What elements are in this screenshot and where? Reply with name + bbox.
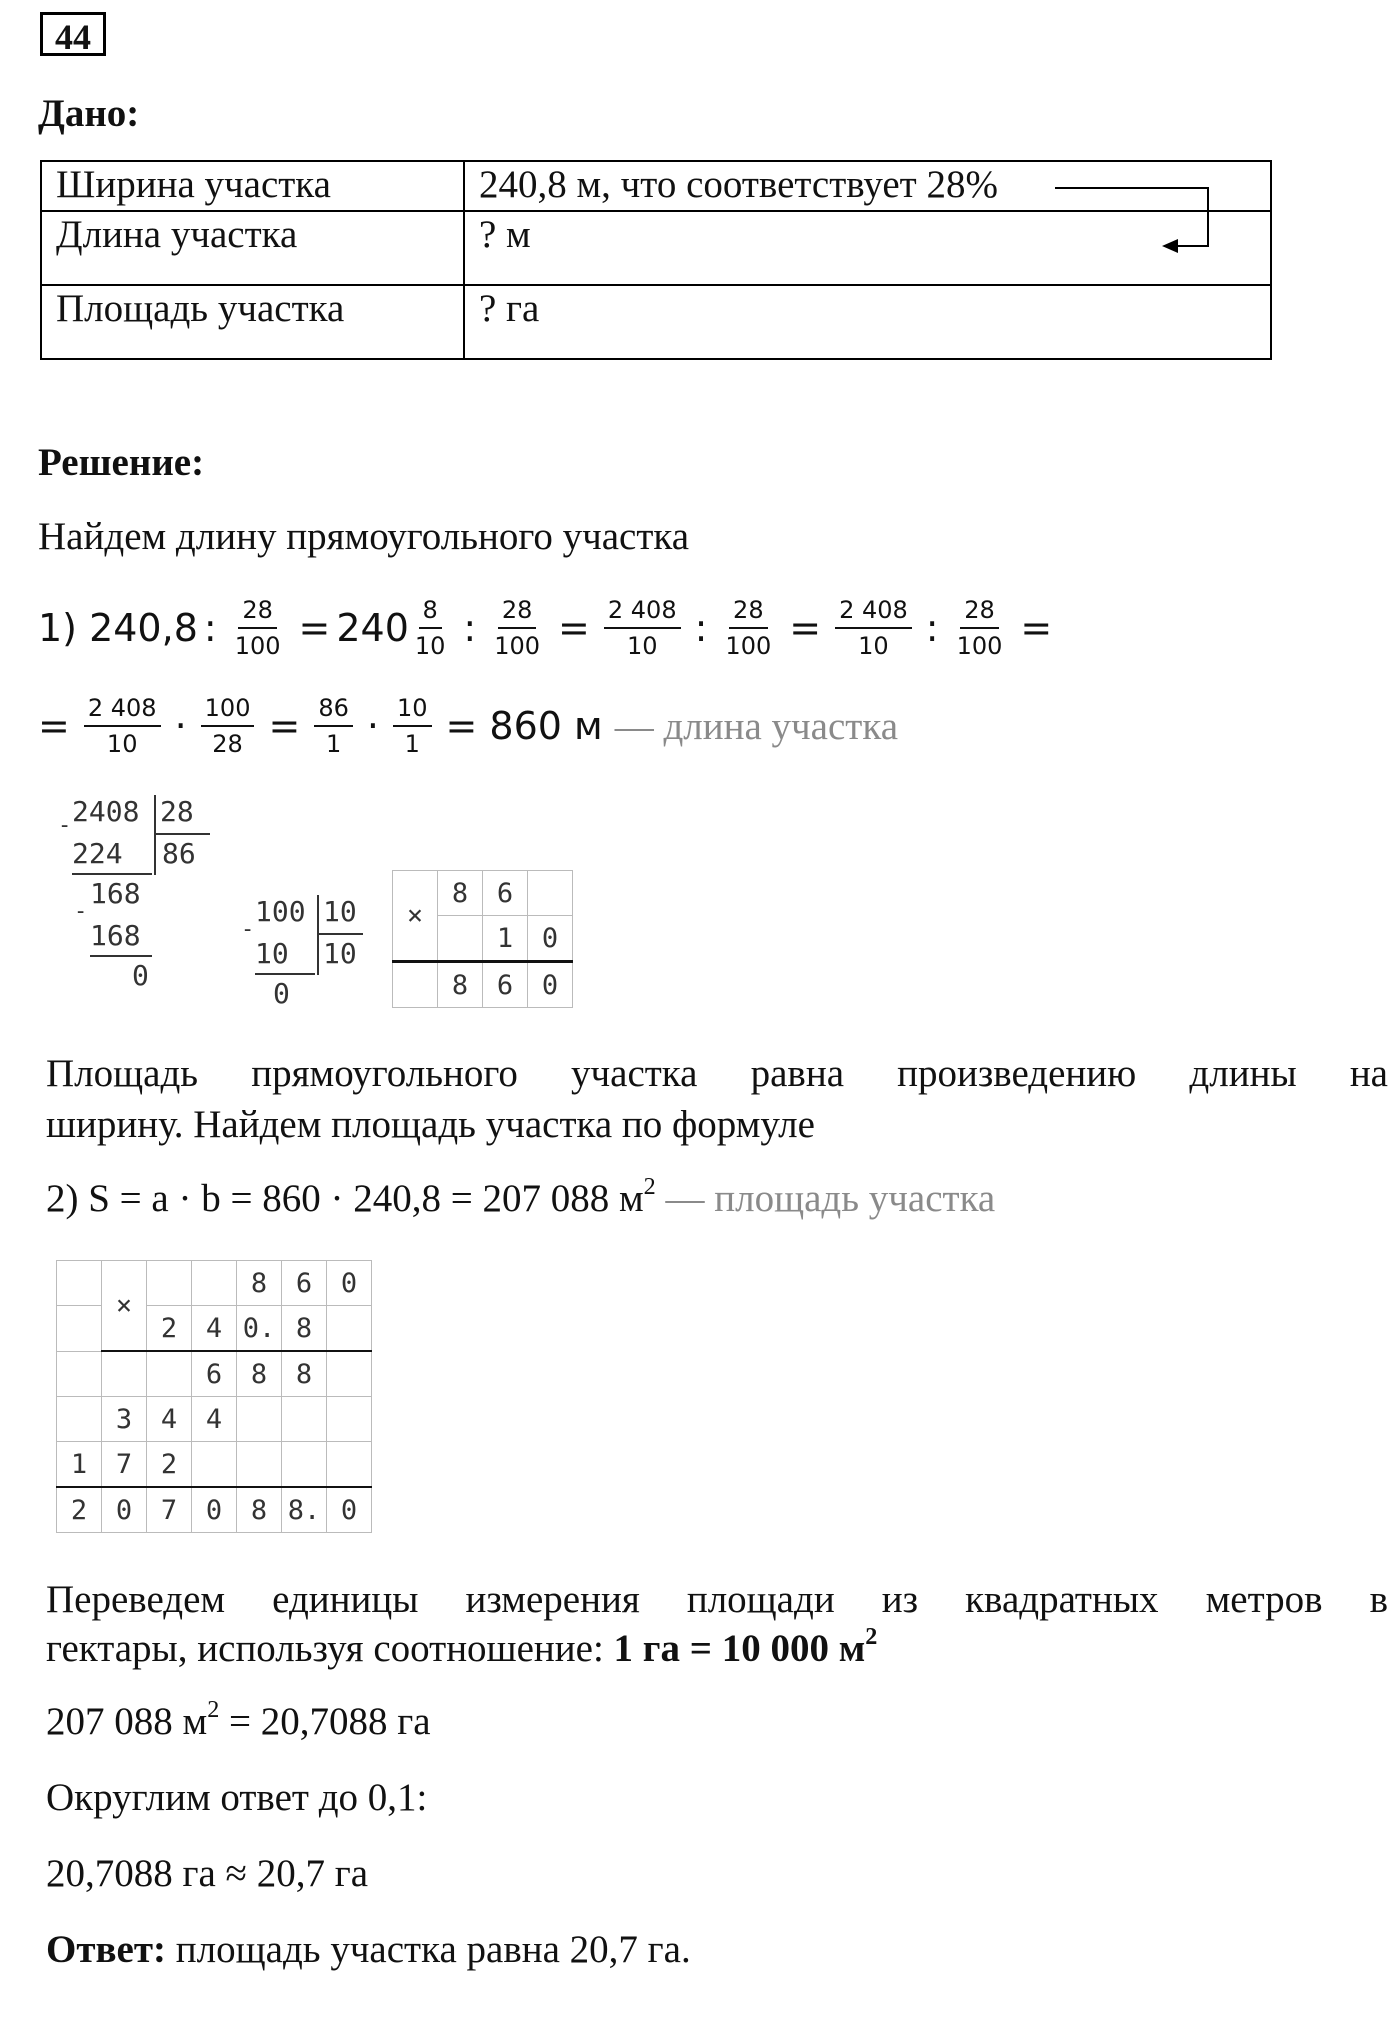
given-label: Ширина участка [41, 161, 464, 211]
answer-text: площадь участка равна 20,7 га. [166, 1928, 691, 1971]
answer-label: Ответ: [46, 1928, 167, 1971]
subtrahend: 224 [72, 837, 123, 870]
step1-prefix: 1) 240,8 [38, 606, 198, 650]
grid-cell [237, 1397, 282, 1442]
long-division-1: 2408 28 86 - 224 168 - 168 0 [70, 795, 210, 995]
fraction: $\frac{2 408}{10}$ [84, 696, 161, 756]
superscript: 2 [207, 1696, 220, 1724]
grid-cell: 8 [438, 871, 483, 916]
grid-cell: 0 [528, 962, 573, 1008]
find-length-text: Найдем длину прямоугольного участка [38, 515, 690, 558]
grid-cell [282, 1397, 327, 1442]
grid-cell: 0 [327, 1261, 372, 1306]
grid-cell: 8 [237, 1487, 282, 1533]
task-number: 44 [40, 12, 106, 56]
grid-cell: 4 [192, 1306, 237, 1352]
step1-line1: 1) 240,8 : $\frac{28}{100}$ = 240 $\frac{8}{10}$ : $\frac{28}{100}$ = $\frac{2 408}{10}$ : $\frac{28}{100}$ = $\frac{2 408}{10}$ : $\frac{28}{100}$ = [38, 596, 1053, 660]
step1-whole: 240 [336, 606, 409, 650]
grid-cell: 8 [438, 962, 483, 1008]
step2-note: — площадь участка [655, 1177, 996, 1220]
arrow-icon [1050, 180, 1230, 260]
fraction: $\frac{10}{1}$ [393, 696, 432, 756]
grid-cell [327, 1442, 372, 1488]
given-value: ? га [464, 285, 1271, 359]
multiply-sign: × [102, 1261, 147, 1352]
convert-text-2-line [46, 1623, 878, 1672]
grid-cell: 4 [147, 1397, 192, 1442]
given-row-area [41, 285, 1271, 359]
divisor: 28 [160, 795, 194, 828]
fraction: $\frac{28}{100}$ [956, 596, 1003, 660]
dividend: 100 [255, 895, 306, 928]
grid-cell [147, 1351, 192, 1397]
grid-cell [393, 962, 438, 1008]
convert-text-1: Переведем единицы измерения площади из квадратных метров в [46, 1578, 1388, 1621]
grid-cell [438, 916, 483, 962]
grid-cell [57, 1351, 102, 1397]
step2-formula: 2) S = a · b = 860 · 240,8 = 207 088 м [46, 1177, 644, 1220]
area-text-2: ширину. Найдем площадь участка по формуле [46, 1103, 815, 1146]
grid-cell: 7 [102, 1442, 147, 1488]
solution-heading: Решение: [38, 441, 205, 484]
fraction: $\frac{2 408}{10}$ [835, 598, 912, 658]
superscript: 2 [865, 1623, 878, 1651]
grid-cell: 8 [282, 1306, 327, 1352]
multiplication-grid-2 [56, 1260, 372, 1533]
step1-note: — длина участка [614, 704, 899, 748]
convert-text-2: гектары, используя соотношение: [46, 1627, 604, 1670]
fraction: $\frac{2 408}{10}$ [604, 598, 681, 658]
area-text-1: Площадь прямоугольного участка равна произведению длины на [46, 1052, 1388, 1095]
grid-cell [237, 1442, 282, 1488]
fraction: $\frac{28}{100}$ [494, 596, 541, 660]
given-label: Длина участка [41, 211, 464, 285]
given-label: Площадь участка [41, 285, 464, 359]
grid-cell [192, 1442, 237, 1488]
quotient: 10 [323, 937, 357, 970]
grid-cell: 3 [102, 1397, 147, 1442]
fraction: $\frac{100}{28}$ [201, 696, 255, 756]
multiply-sign: × [393, 871, 438, 962]
grid-cell [282, 1442, 327, 1488]
fraction: $\frac{8}{10}$ [414, 596, 446, 660]
fraction: $\frac{28}{100}$ [725, 596, 772, 660]
grid-cell [327, 1351, 372, 1397]
conversion-a: 207 088 м [46, 1700, 208, 1743]
multiplication-grid-1 [392, 870, 573, 1008]
grid-cell: 1 [57, 1442, 102, 1488]
ratio: 1 га = 10 000 м [613, 1627, 866, 1670]
quotient: 86 [162, 837, 196, 870]
grid-cell [327, 1306, 372, 1352]
remainder: 168 [90, 877, 141, 910]
grid-cell: 6 [282, 1261, 327, 1306]
grid-cell: 8. [282, 1487, 327, 1533]
grid-cell [528, 871, 573, 916]
grid-cell [102, 1351, 147, 1397]
grid-cell: 6 [483, 962, 528, 1008]
step1-result: = 860 м [445, 704, 603, 748]
grid-cell: 7 [147, 1487, 192, 1533]
grid-cell [147, 1261, 192, 1306]
subtrahend: 10 [255, 937, 289, 970]
divisor: 10 [323, 895, 357, 928]
remainder: 0 [273, 977, 290, 1010]
grid-cell [327, 1397, 372, 1442]
grid-cell: 2 [57, 1487, 102, 1533]
grid-cell [57, 1397, 102, 1442]
grid-cell: 8 [237, 1351, 282, 1397]
grid-cell: 4 [192, 1397, 237, 1442]
grid-cell [192, 1261, 237, 1306]
grid-cell: 0 [327, 1487, 372, 1533]
step2-line [46, 1173, 996, 1222]
given-heading: Дано: [38, 92, 140, 135]
rounding-text: Округлим ответ до 0,1: [46, 1776, 428, 1819]
remainder: 0 [132, 959, 149, 992]
grid-cell: 1 [483, 916, 528, 962]
grid-cell [57, 1306, 102, 1352]
grid-cell: 0 [528, 916, 573, 962]
long-division-2: 100 10 10 - 10 0 [255, 895, 375, 1015]
superscript: 2 [643, 1173, 656, 1201]
grid-cell: 0 [102, 1487, 147, 1533]
given-value: ? м [464, 211, 1271, 285]
conversion-line [46, 1696, 431, 1745]
given-value: 240,8 м, что соответствует 28% [464, 161, 1271, 211]
grid-cell: 8 [237, 1261, 282, 1306]
answer-line [46, 1928, 691, 1973]
subtrahend: 168 [90, 919, 141, 952]
fraction: $\frac{28}{100}$ [234, 596, 281, 660]
conversion-b: = 20,7088 га [219, 1700, 431, 1743]
grid-cell: 0. [237, 1306, 282, 1352]
rounded-value: 20,7088 га ≈ 20,7 га [46, 1852, 369, 1895]
grid-cell [57, 1261, 102, 1306]
grid-cell: 2 [147, 1306, 192, 1352]
fraction: $\frac{86}{1}$ [314, 696, 353, 756]
grid-cell: 2 [147, 1442, 192, 1488]
grid-cell: 0 [192, 1487, 237, 1533]
grid-cell: 6 [483, 871, 528, 916]
grid-cell: 8 [282, 1351, 327, 1397]
step1-line2: = $\frac{2 408}{10}$ · $\frac{100}{28}$ = $\frac{86}{1}$ · $\frac{10}{1}$ = 860 м — длина участка [38, 694, 899, 758]
grid-cell: 6 [192, 1351, 237, 1397]
dividend: 2408 [72, 795, 140, 828]
